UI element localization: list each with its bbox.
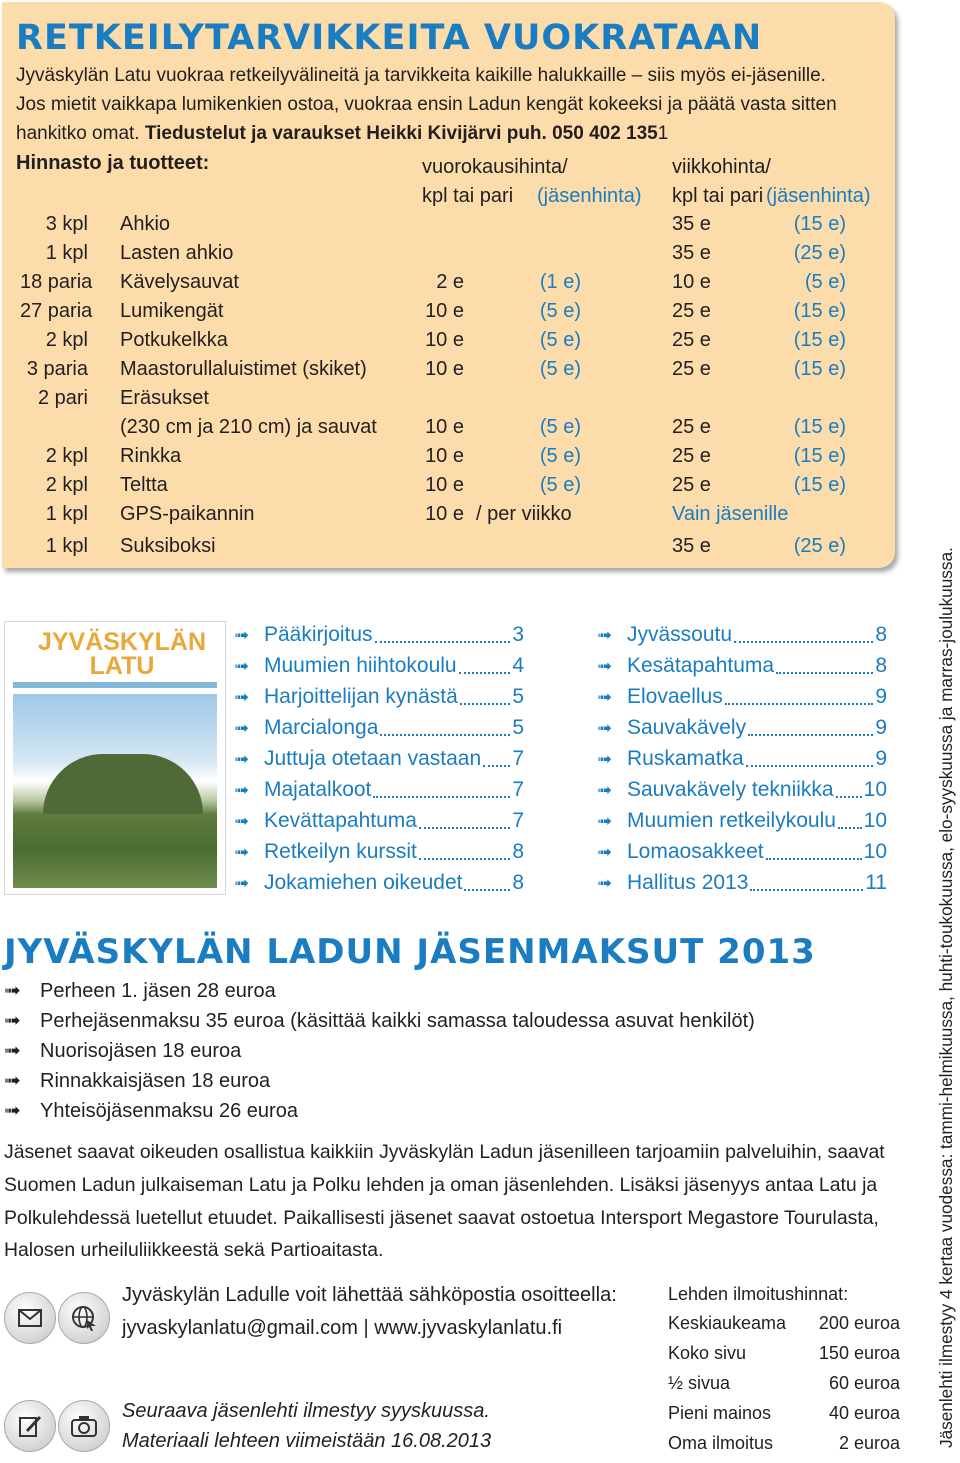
toc-leader <box>419 844 510 860</box>
cell-qty: 27 paria <box>20 300 93 322</box>
toc-page-number: 9 <box>875 685 887 708</box>
day-header: vuorokausihinta/ <box>422 156 568 178</box>
rental-intro-3 <box>16 121 668 147</box>
price-row <box>2 416 892 445</box>
toc-page-number: 5 <box>512 716 524 739</box>
fee-item <box>4 1008 755 1038</box>
toc-label: Lomaosakkeet <box>627 840 764 863</box>
cell-week-member: (5 e) <box>804 271 846 293</box>
contact-text: Jyväskylän Ladulle voit lähettää sähköpostia osoitteella: <box>122 1284 617 1306</box>
cell-qty: 1 kpl <box>45 503 88 525</box>
ad-name: Pieni mainos <box>668 1403 772 1423</box>
fee-text: Nuorisojäsen 18 euroa <box>40 1040 242 1062</box>
toc-item <box>597 868 887 898</box>
toc-page-number: 7 <box>512 809 524 832</box>
toc-leader <box>373 782 510 798</box>
toc-leader <box>766 844 862 860</box>
ad-name: ½ sivua <box>668 1373 731 1393</box>
fee-text: Yhteisöjäsenmaksu 26 euroa <box>40 1100 298 1122</box>
cell-day: 10 e <box>425 445 464 467</box>
camera-icon <box>58 1400 110 1452</box>
ad-row <box>668 1403 900 1433</box>
arrow-icon: ➟ <box>597 717 613 738</box>
ad-prices-title: Lehden ilmoitushinnat: <box>668 1284 849 1304</box>
arrow-icon: ➟ <box>234 841 250 862</box>
mail-icon <box>4 1292 56 1344</box>
cell-day-member: / per viikko <box>476 503 572 525</box>
toc-leader <box>776 658 873 674</box>
toc-item <box>234 620 524 650</box>
rental-intro-2: Jos mietit vaikkapa lumikenkien ostoa, vuokraa ensin Ladun kengät kokeeksi ja päätä vasta sitten <box>16 94 837 115</box>
cell-day-member: (5 e) <box>539 416 581 438</box>
toc-page-number: 8 <box>875 654 887 677</box>
ad-name: Koko sivu <box>668 1343 747 1363</box>
fee-text: Perhejäsenmaksu 35 euroa (käsittää kaikki samassa taloudessa asuvat henkilöt) <box>40 1010 755 1032</box>
toc-item <box>597 713 887 743</box>
price-row <box>2 503 892 532</box>
cell-day: 10 e <box>425 300 464 322</box>
cell-item: Lasten ahkio <box>120 242 234 264</box>
toc-item <box>234 682 524 712</box>
rental-title: RETKEILYTARVIKKEITA VUOKRATAAN <box>16 18 763 58</box>
ad-price: 200 euroa <box>818 1313 900 1333</box>
price-row <box>2 445 892 474</box>
toc-page-number: 10 <box>863 840 887 863</box>
cell-item: Teltta <box>120 474 168 496</box>
week-header: viikkohinta/ <box>672 156 771 178</box>
toc-label: Juttuja otetaan vastaan <box>264 747 482 770</box>
cell-day: 10 e <box>425 503 464 525</box>
arrow-icon: ➟ <box>4 1010 21 1032</box>
cover-logo-line1: JYVÄSKYLÄN <box>37 628 207 656</box>
cell-day-member: (1 e) <box>539 271 581 293</box>
cell-item: Eräsukset <box>120 387 209 409</box>
toc-leader <box>380 720 510 736</box>
cell-week-member: (15 e) <box>793 329 846 351</box>
arrow-icon: ➟ <box>4 1040 21 1062</box>
toc-item <box>234 837 524 867</box>
toc-label: Muumien hiihtokoulu <box>264 654 457 677</box>
cell-item: Lumikengät <box>120 300 224 322</box>
toc-label: Kesätapahtuma <box>627 654 775 677</box>
toc-page-number: 8 <box>875 623 887 646</box>
price-list-label: Hinnasto ja tuotteet: <box>16 152 210 174</box>
cell-week: 25 e <box>672 445 711 467</box>
cell-week: 35 e <box>672 535 711 557</box>
toc-leader <box>419 813 510 829</box>
cell-week: 10 e <box>672 271 711 293</box>
ad-name: Keskiaukeama <box>668 1313 787 1333</box>
price-row <box>2 329 892 358</box>
toc-label: Sauvakävely <box>627 716 747 739</box>
toc-leader <box>464 875 510 891</box>
cover-logo-line2: LATU <box>89 652 155 680</box>
toc-leader <box>460 689 511 705</box>
toc-leader <box>748 720 873 736</box>
web-icon <box>58 1292 110 1344</box>
booking-contact: Tiedustelut ja varaukset Heikki Kivijärvi puh. 050 402 135 <box>144 123 658 144</box>
cell-week: 25 e <box>672 416 711 438</box>
toc-item <box>597 744 887 774</box>
cell-day: 10 e <box>425 358 464 380</box>
cell-day-member: (5 e) <box>539 358 581 380</box>
cell-week-member: (25 e) <box>793 242 846 264</box>
cover-landscape-image <box>13 694 217 888</box>
fee-item <box>4 1068 270 1098</box>
toc-item <box>234 806 524 836</box>
price-row <box>2 474 892 503</box>
ad-row <box>668 1373 900 1403</box>
toc-leader <box>734 627 873 643</box>
ad-price: 2 euroa <box>838 1433 900 1453</box>
ad-price: 40 euroa <box>828 1403 900 1423</box>
arrow-icon: ➟ <box>597 810 613 831</box>
toc-leader <box>836 782 862 798</box>
intro-end: 1 <box>657 123 669 144</box>
fees-title: JYVÄSKYLÄN LADUN JÄSENMAKSUT 2013 <box>4 932 816 972</box>
magazine-cover <box>4 621 226 895</box>
cell-qty: 3 kpl <box>45 213 88 235</box>
price-row <box>2 271 892 300</box>
arrow-icon: ➟ <box>234 748 250 769</box>
cell-week: 25 e <box>672 329 711 351</box>
toc-label: Hallitus 2013 <box>627 871 749 894</box>
cell-qty: 18 paria <box>20 271 93 293</box>
cell-qty: 3 paria <box>26 358 88 380</box>
cell-qty: 2 kpl <box>45 329 88 351</box>
toc-item <box>234 744 524 774</box>
cell-item: (230 cm ja 210 cm) ja sauvat <box>120 416 377 438</box>
ad-price: 150 euroa <box>818 1343 900 1363</box>
fee-item <box>4 1098 298 1128</box>
ad-row <box>668 1343 900 1373</box>
price-row <box>2 358 892 387</box>
toc-leader <box>483 751 510 767</box>
fee-text: Perheen 1. jäsen 28 euroa <box>40 980 276 1002</box>
arrow-icon: ➟ <box>597 748 613 769</box>
toc-page-number: 9 <box>875 716 887 739</box>
arrow-icon: ➟ <box>597 872 613 893</box>
toc-label: Pääkirjoitus <box>264 623 373 646</box>
arrow-icon: ➟ <box>4 980 21 1002</box>
toc-item <box>234 775 524 805</box>
toc-leader <box>459 658 511 674</box>
cell-item: Ahkio <box>120 213 171 235</box>
cell-week-member: (15 e) <box>793 300 846 322</box>
ad-name: Oma ilmoitus <box>668 1433 774 1453</box>
cover-logo <box>37 630 207 678</box>
toc-page-number: 3 <box>512 623 524 646</box>
arrow-icon: ➟ <box>234 686 250 707</box>
toc-label: Kevättapahtuma <box>264 809 417 832</box>
toc-label: Muumien retkeilykoulu <box>627 809 836 832</box>
arrow-icon: ➟ <box>4 1070 21 1092</box>
cell-qty: 2 kpl <box>45 474 88 496</box>
price-row <box>2 387 892 416</box>
toc-item <box>597 620 887 650</box>
toc-item <box>234 651 524 681</box>
toc-item <box>597 837 887 867</box>
cell-qty: 1 kpl <box>45 242 88 264</box>
toc-page-number: 8 <box>512 840 524 863</box>
toc-item <box>234 713 524 743</box>
toc-leader <box>838 813 862 829</box>
toc-page-number: 4 <box>512 654 524 677</box>
toc-leader <box>375 627 511 643</box>
cell-week-member: (15 e) <box>793 416 846 438</box>
week-header-unit: kpl tai pari <box>672 185 764 207</box>
arrow-icon: ➟ <box>597 841 613 862</box>
toc-item <box>234 868 524 898</box>
rental-box <box>2 2 895 568</box>
toc-label: Retkeilyn kurssit <box>264 840 417 863</box>
arrow-icon: ➟ <box>234 624 250 645</box>
toc-leader <box>725 689 874 705</box>
arrow-icon: ➟ <box>597 655 613 676</box>
toc-item <box>597 651 887 681</box>
toc-leader <box>746 751 874 767</box>
toc-label: Ruskamatka <box>627 747 744 770</box>
deadline-note: Materiaali lehteen viimeistään 16.08.2013 <box>122 1430 492 1452</box>
fee-item <box>4 978 276 1008</box>
arrow-icon: ➟ <box>234 655 250 676</box>
arrow-icon: ➟ <box>597 624 613 645</box>
toc-label: Jokamiehen oikeudet <box>264 871 463 894</box>
cell-item: Maastorullaluistimet (skiket) <box>120 358 367 380</box>
ad-row <box>668 1433 900 1463</box>
toc-page-number: 5 <box>512 685 524 708</box>
cell-week: 25 e <box>672 300 711 322</box>
cell-day-member: (5 e) <box>539 300 581 322</box>
cell-qty: 2 kpl <box>45 445 88 467</box>
cell-week-member: (25 e) <box>793 535 846 557</box>
rental-intro-1: Jyväskylän Latu vuokraa retkeilyvälineitä ja tarvikkeita kaikille halukkaille – siis myös ei-jäsenille. <box>16 65 826 86</box>
arrow-icon: ➟ <box>4 1100 21 1122</box>
toc-page-number: 10 <box>863 809 887 832</box>
membership-paragraph: Jäsenet saavat oikeuden osallistua kaikkiin Jyväskylän Ladun jäsenilleen tarjoamiin palveluihin, saavat Suomen Ladun julkaiseman Latu ja Polku lehden ja oman jäsenlehden. Lisäksi jäsenyys antaa Latu ja Polkulehdessä luetellut etuudet. Paikallisesti jäsenet saavat ostoetua Intersport Megastore Tourulasta, Halosen urheiluliikkeestä sekä Partioaitasta. <box>4 1141 885 1262</box>
toc-page-number: 10 <box>863 778 887 801</box>
cell-item: Kävelysauvat <box>120 271 239 293</box>
cell-week: 35 e <box>672 213 711 235</box>
toc-page-number: 11 <box>865 871 887 894</box>
day-member-header: (jäsenhinta) <box>537 185 642 207</box>
cell-item: Rinkka <box>120 445 182 467</box>
fee-text: Rinnakkaisjäsen 18 euroa <box>40 1070 271 1092</box>
toc-item <box>597 775 887 805</box>
price-row <box>2 300 892 329</box>
cell-day: 10 e <box>425 474 464 496</box>
arrow-icon: ➟ <box>597 686 613 707</box>
cell-qty: 2 pari <box>37 387 88 409</box>
cell-item: Potkukelkka <box>120 329 228 351</box>
cell-day: 2 e <box>436 271 464 293</box>
toc-label: Marcialonga <box>264 716 379 739</box>
intro-plain: hankitko omat. <box>16 123 145 144</box>
toc-label: Elovaellus <box>627 685 723 708</box>
day-header-unit: kpl tai pari <box>422 185 514 207</box>
cell-week: Vain jäsenille <box>672 503 789 525</box>
contact-email-web: jyvaskylanlatu@gmail.com | www.jyvaskylanlatu.fi <box>122 1317 563 1339</box>
cell-item: Suksiboksi <box>120 535 216 557</box>
arrow-icon: ➟ <box>234 810 250 831</box>
arrow-icon: ➟ <box>234 779 250 800</box>
ad-price: 60 euroa <box>828 1373 900 1393</box>
toc-leader <box>750 875 863 891</box>
cell-item: GPS-paikannin <box>120 503 255 525</box>
cell-day-member: (5 e) <box>539 474 581 496</box>
cell-day-member: (5 e) <box>539 445 581 467</box>
cover-banner <box>13 682 217 688</box>
cell-day: 10 e <box>425 416 464 438</box>
price-row <box>2 213 892 242</box>
arrow-icon: ➟ <box>234 717 250 738</box>
cell-week-member: (15 e) <box>793 474 846 496</box>
week-member-header: (jäsenhinta) <box>766 185 871 207</box>
toc-page-number: 7 <box>512 778 524 801</box>
publication-schedule-note: Jäsenlehti ilmestyy 4 kertaa vuodessa: tammi-helmikuussa, huhti-toukokuussa, elo-syyskuussa ja marras-joulukuussa. <box>936 547 956 1448</box>
cell-week: 25 e <box>672 474 711 496</box>
edit-icon <box>4 1400 56 1452</box>
toc-item <box>597 806 887 836</box>
arrow-icon: ➟ <box>597 779 613 800</box>
arrow-icon: ➟ <box>234 872 250 893</box>
cell-week-member: (15 e) <box>793 445 846 467</box>
toc-label: Jyvässoutu <box>627 623 733 646</box>
toc-page-number: 8 <box>512 871 524 894</box>
cell-week: 35 e <box>672 242 711 264</box>
price-row <box>2 535 892 564</box>
ad-row <box>668 1313 900 1343</box>
toc-label: Harjoittelijan kynästä <box>264 685 458 708</box>
cell-week-member: (15 e) <box>793 358 846 380</box>
cover-hill <box>43 754 203 814</box>
cell-day: 10 e <box>425 329 464 351</box>
toc-page-number: 9 <box>875 747 887 770</box>
cell-day-member: (5 e) <box>539 329 581 351</box>
toc-label: Majatalkoot <box>264 778 372 801</box>
toc-label: Sauvakävely tekniikka <box>627 778 834 801</box>
price-row <box>2 242 892 271</box>
cell-week: 25 e <box>672 358 711 380</box>
fee-item <box>4 1038 241 1068</box>
next-issue-note: Seuraava jäsenlehti ilmestyy syyskuussa. <box>122 1400 490 1422</box>
cell-week-member: (15 e) <box>793 213 846 235</box>
toc-item <box>597 682 887 712</box>
toc-page-number: 7 <box>512 747 524 770</box>
cell-qty: 1 kpl <box>45 535 88 557</box>
